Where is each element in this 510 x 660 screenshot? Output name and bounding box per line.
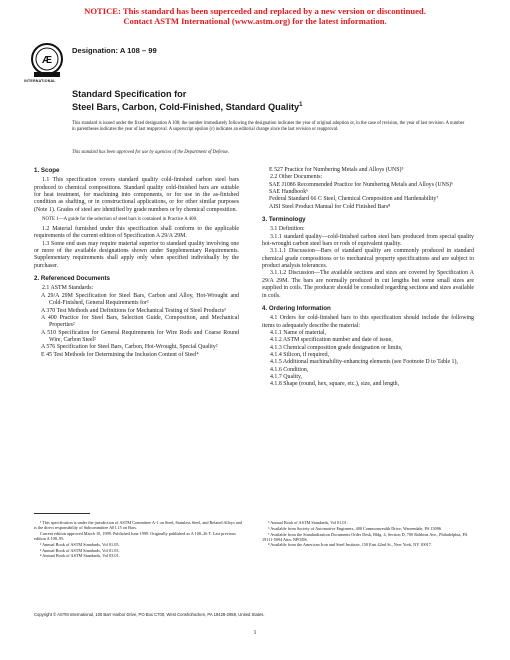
astm-logo-icon [30,42,64,80]
supersede-notice-line2: Contact ASTM International (www.astm.org) for the latest information. [123,16,387,26]
item-4-1-2: 4.1.2 ASTM specification number and date of issue, [270,337,393,344]
section-3-heading: 3. Terminology [262,216,306,224]
ref-a400: A 400 Practice for Steel Bars, Selection Guide, Composition, and Mechanical Properties² [41,314,239,329]
supersede-notice-line1: NOTICE: This standard has been superceded and replaced by a new version or discontinued. [84,6,426,16]
item-4-1-4: 4.1.4 Silicon, if required, [270,351,330,358]
right-column [262,167,474,389]
footnotes-right [262,520,472,548]
footnotes-left [34,520,244,559]
ref-a576: A 576 Specification for Steel Bars, Carbon, Hot-Wrought, Special Quality² [41,344,218,351]
ref-sae-j1086: SAE J1086 Recommended Practice for Numbering Metals and Alloys (UNS)⁶ [269,181,454,188]
ref-e45: E 45 Test Methods for Determining the Inclusion Content of Steel⁴ [41,351,199,358]
para-3-1-1-2: 3.1.1.2 Discussion—The available sections and sizes are covered by Specification A 29/A 29M. The bars are normally produced in cut lengths but some small sizes are supplied in coils. The producer should be consulted regarding sections and sizes available in coils. [262,270,474,299]
document-title [72,89,303,113]
ref-a29: A 29/A 29M Specification for Steel Bars, Carbon and Alloy, Hot-Wrought and Cold-Finished, General Requirements for² [41,292,239,307]
ref-sae-handbook: SAE Handbook⁶ [269,189,309,196]
footnote-5: ⁵ Annual Book of ASTM Standards, Vol 01.01. [268,520,348,525]
dod-approval-note: This standard has been approved for use by agencies of the Department of Defense. [72,150,229,155]
item-4-1-6: 4.1.6 Condition, [270,366,309,373]
ref-e527: E 527 Practice for Numbering Metals and Alloys (UNS)⁵ [269,167,404,173]
section-1-heading: 1. Scope [34,167,60,174]
footnote-edition: Current edition approved March 10, 1999. Published June 1999. Originally published as A 108–26 T. Last previous edition A 108–95. [34,530,236,542]
ref-aisi-manual: AISI Steel Product Manual for Cold Finished Bars⁸ [269,203,391,210]
para-2-1: 2.1 ASTM Standards: [42,285,94,292]
para-3-1-1-1: 3.1.1.1 Discussion—Bars of standard quality are commonly produced in standard chemical grade compositions or to mechanical property specifications and are subject to product analysis tolerances. [262,248,474,270]
footnote-2: ² Annual Book of ASTM Standards, Vol 01.05. [40,541,120,547]
section-4-heading: 4. Ordering Information [262,304,331,312]
para-3-1: 3.1 Definition: [270,226,305,233]
footnote-4: ⁴ Annual Book of ASTM Standards, Vol 03.01. [40,553,120,559]
footnote-1: ¹ This specification is under the jurisdiction of ASTM Committee A-1 on Steel, Stainless Steel, and Related Alloys and is the direct responsibility of Subcommittee A01.15 on Bars. [34,520,242,531]
item-4-1-5: 4.1.5 Additional machinability-enhancing elements (see Footnote D to Table 1), [270,359,458,366]
para-1-3: 1.3 Some end uses may require material superior to standard quality involving one or more of the available designations shown under Supplementary Requirements. Supplementary requirements shall apply only when specified individually by the purchaser. [34,240,239,269]
designation: Designation: A 108 – 99 [72,46,157,55]
item-4-1-7: 4.1.7 Quality, [270,373,303,380]
footnote-3: ³ Annual Book of ASTM Standards, Vol 01.03. [40,547,120,553]
footnote-7: ⁷ Available from the Standardization Documents Order Desk, Bldg. 4, Section D, 700 Robbins Ave., Philadelphia, PA 19111-5094 Attn: NPODS. [262,531,468,542]
title-line2 [72,100,303,113]
ref-fed-std-66c: Federal Standard 66 C Steel, Chemical Composition and Hardenability⁷ [269,196,439,203]
ref-a510: A 510 Specification for General Requirements for Wire Rods and Coarse Round Wire, Carbon Steel² [41,329,239,343]
logo-caption: INTERNATIONAL [24,79,56,83]
para-2-2: 2.2 Other Documents: [270,174,323,181]
para-3-1-1: 3.1.1 standard quality—cold-finished carbon steel bars produced from special quality hot-wrought carbon steel bars or rods of equivalent quality. [262,233,474,248]
note-1: NOTE 1—A guide for the selection of steel bars is contained in Practice A 400. [42,217,198,223]
para-1-2: 1.2 Material furnished under this specification shall conform to the applicable requirements of the current edition of Specification A 29/A 29M. [34,226,239,240]
section-2-heading: 2. Referenced Documents [34,275,110,283]
svg-text:Æ: Æ [42,55,52,66]
item-4-1-1: 4.1.1 Name of material, [270,329,326,336]
footnote-divider [34,513,90,514]
para-1-1: 1.1 This specification covers standard quality cold-finished carbon steel bars produced to chemical compositions. Standard quality cold-finished bars are suitable for heat treatment, for machining into components, or for use in the as-finished condition as shafting, or in constructional applications, or for other similar purposes (Note 1). Grades of steel are identified by grade numbers or by chemical composition. [34,177,239,213]
title-footnote-mark: 1 [299,102,303,108]
copyright-line: Copyright © ASTM International, 100 Barr Harbor Drive, PO Box C700, West Conshohocken, PA 19428-2959, United States. [34,612,265,617]
para-4-1: 4.1 Orders for cold-finished bars to this specification should include the following items to adequately describe the material: [262,315,474,329]
left-column [34,167,239,359]
footnote-6: ⁶ Available from Society of Automotive Engineers, 400 Commonwealth Drive, Warrendale, PA 15096. [268,525,443,531]
issuance-note: This standard is issued under the fixed designation A 108; the number immediately following the designation indicates the year of original adoption or, in the case of revision, the year of last revision. A number in parentheses indicates the year of last reapproval. A superscript epsilon (ε) indicates an editorial change since the last revision or reapproval. [72,121,465,133]
page-number: 1 [253,630,257,636]
item-4-1-3: 4.1.3 Chemical composition grade designation or limits, [270,344,403,351]
title-line1: Standard Specification for [72,89,187,99]
title-main: Steel Bars, Carbon, Cold-Finished, Standard Quality [72,102,300,113]
footnote-8: ⁸ Available from the American Iron and Steel Institute, 150 East 42nd St., New York, NY 10017. [268,542,432,548]
ref-a370: A 370 Test Methods and Definitions for Mechanical Testing of Steel Products³ [41,307,226,314]
item-4-1-8: 4.1.8 Shape (round, hex, square, etc.), size, and length, [270,381,400,388]
